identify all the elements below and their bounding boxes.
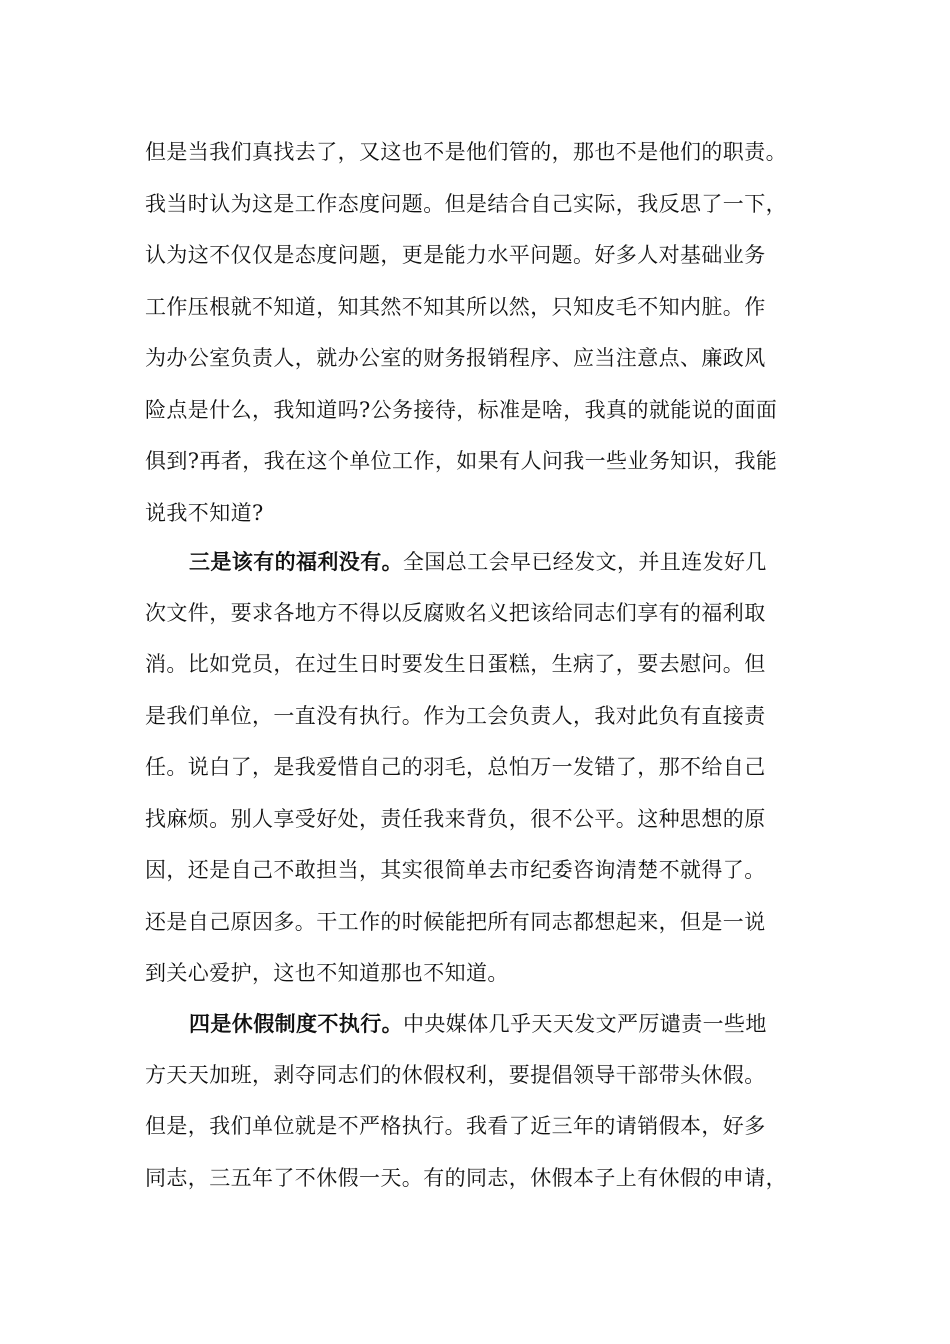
paragraph-line: 因，还是自己不敢担当，其实很简单去市纪委咨询清楚不就得了。 [145, 858, 766, 882]
paragraph-line: 消。比如党员，在过生日时要发生日蛋糕，生病了，要去慰问。但 [145, 652, 766, 676]
paragraph-heading: 四是休假制度不执行。 [189, 1011, 403, 1036]
paragraph-first-line [145, 998, 805, 1050]
paragraph-line: 我当时认为这是工作态度问题。但是结合自己实际，我反思了一下， [145, 191, 787, 216]
paragraph-vacation [145, 998, 805, 1204]
paragraph-first-line [145, 536, 805, 588]
paragraph-line: 方天天加班，剥夺同志们的休假权利，要提倡领导干部带头休假。 [145, 1062, 766, 1087]
paragraph-text: 全国总工会早已经发文，并且连发好几 [403, 550, 767, 574]
paragraph-line: 工作压根就不知道，知其然不知其所以然，只知皮毛不知内脏。作 [145, 294, 766, 319]
paragraph-heading: 三是该有的福利没有。 [189, 549, 403, 574]
paragraph-welfare [145, 536, 805, 1000]
paragraph-line: 说我不知道? [145, 500, 264, 525]
paragraph-line: 认为这不仅仅是态度问题，更是能力水平问题。好多人对基础业务 [145, 243, 766, 267]
paragraph-line: 俱到?再者，我在这个单位工作，如果有人问我一些业务知识，我能 [145, 449, 778, 473]
paragraph-line: 同志，三五年了不休假一天。有的同志，休假本子上有休假的申请， [145, 1165, 787, 1190]
paragraph-line: 险点是什么，我知道吗?公务接待，标准是啥，我真的就能说的面面 [145, 397, 778, 422]
paragraph-line: 但是当我们真找去了，又这也不是他们管的，那也不是他们的职责。 [145, 140, 787, 164]
paragraph-line: 但是，我们单位就是不严格执行。我看了近三年的请销假本，好多 [145, 1114, 766, 1138]
paragraph-line: 到关心爱护，这也不知道那也不知道。 [145, 961, 509, 985]
paragraph-line: 为办公室负责人，就办公室的财务报销程序、应当注意点、廉政风 [145, 346, 766, 370]
paragraph-text: 中央媒体几乎天天发文严厉谴责一些地 [403, 1012, 767, 1036]
paragraph-line: 是我们单位，一直没有执行。作为工会负责人，我对此负有直接责 [145, 703, 766, 728]
paragraph-line: 次文件，要求各地方不得以反腐败名义把该给同志们享有的福利取 [145, 600, 766, 625]
paragraph-line: 找麻烦。别人享受好处，责任我来背负，很不公平。这种思想的原 [145, 806, 766, 831]
paragraph-line: 还是自己原因多。干工作的时候能把所有同志都想起来，但是一说 [145, 909, 766, 934]
paragraph-continued [145, 127, 805, 539]
paragraph-line: 任。说白了，是我爱惜自己的羽毛，总怕万一发错了，那不给自己 [145, 755, 766, 779]
